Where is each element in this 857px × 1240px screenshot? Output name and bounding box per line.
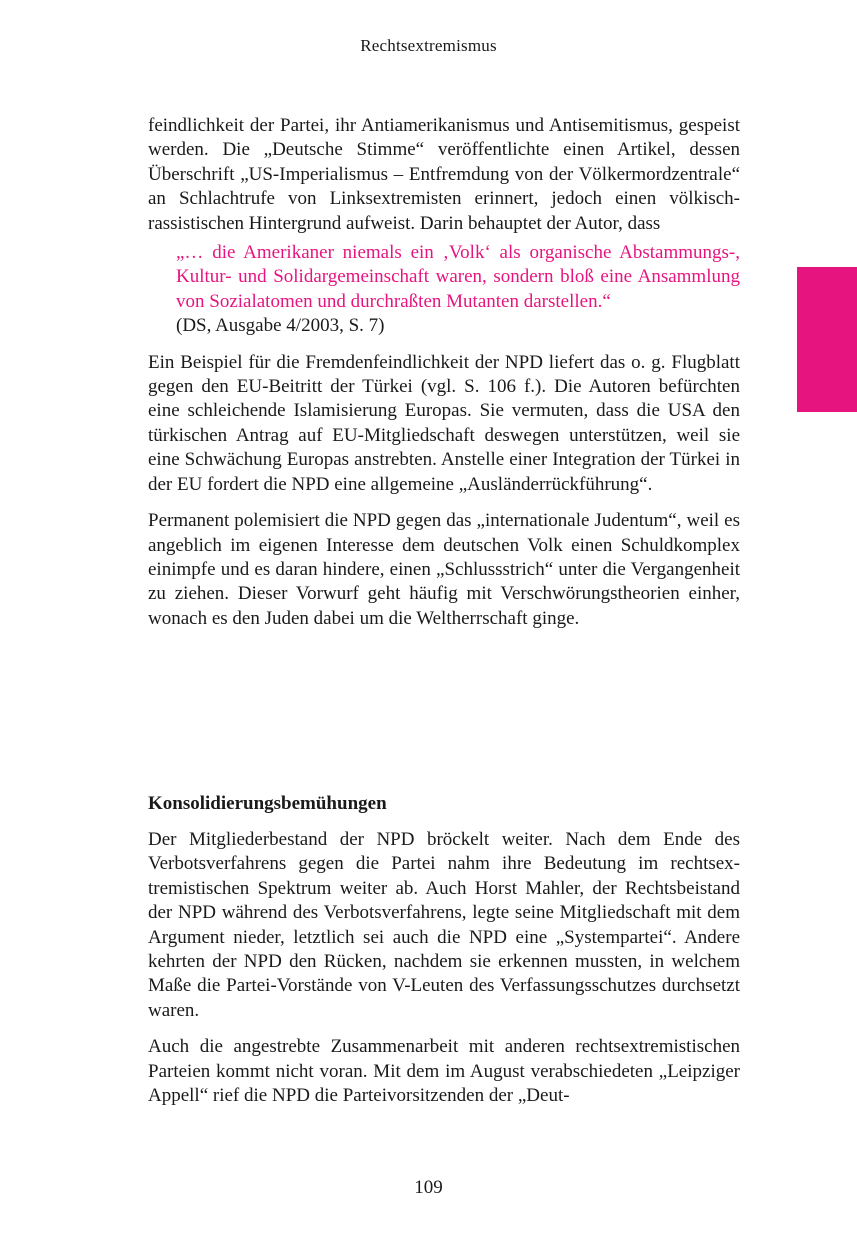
paragraph-fremdenfeindlichkeit: Ein Beispiel für die Fremdenfeindlichkeit der NPD liefert das o. g. Flugblatt gegen den EU-Beitritt der Türkei (vgl. S. 106 f.). Die Autoren befürchten eine schleichende Islamisierung Europas. Sie vermuten, dass die USA den türkischen Antrag auf EU-Mitgliedschaft deswegen unterstützen, weil sie eine Schwächung Europas anstrebten. Anstelle einer Integration der Türkei in der EU fordert die NPD eine allgemeine „Ausländerrückführung“. bbox=[148, 351, 740, 495]
paragraph-judentum: Permanent polemisiert die NPD gegen das „internationale Judentum“, weil es angeblich im eigenen Interesse dem deutschen Volk einen Schuldkomplex einimpfe und es daran hindere, einen „Schlussstrich“ unter die Vergangenheit zu ziehen. Dieser Vorwurf geht häufig mit Verschwörungstheorien einher, wonach es den Juden dabei um die Weltherrschaft ginge. bbox=[148, 510, 740, 629]
paragraph-mitgliederbestand: Der Mitgliederbestand der NPD bröckelt weiter. Nach dem Ende des Verbotsverfahrens gegen die Partei nahm ihre Bedeutung im rechtsextremistischen Spektrum weiter ab. Auch Horst Mahler, der Rechtsbeistand der NPD während des Verbotsverfahrens, legte seine Mitgliedschaft mit dem Argument nieder, letztlich sei auch die NPD eine „Systempartei“. Andere kehrten der NPD den Rücken, nachdem sie erkennen mussten, in welchem Maße die Partei-Vorstände von V-Leuten des Verfassungsschutzes durchsetzt waren. bbox=[148, 829, 740, 1021]
body-text-upper bbox=[148, 114, 740, 631]
body-text-lower bbox=[148, 828, 740, 1108]
running-header: Rechtsextremismus bbox=[360, 36, 497, 55]
page-number: 109 bbox=[414, 1177, 443, 1198]
paragraph-intro: feindlichkeit der Partei, ihr Antiamerikanismus und Antisemitismus, gespeist werden. Die „Deutsche Stimme“ veröffentlichte einen Artikel, dessen Überschrift „US-Imperialismus – Entfremdung von der Völkermordzentrale“ an Schlachtrufe von Linksextremisten erinnert, jedoch einen völkisch-rassistischen Hintergrund aufweist. Darin behauptet der Autor, dass bbox=[148, 115, 740, 234]
quote-source: (DS, Ausgabe 4/2003, S. 7) bbox=[176, 315, 385, 337]
section-heading: Konsolidierungsbemühungen bbox=[148, 793, 387, 814]
paragraph-zusammenarbeit: Auch die angestrebte Zusammenarbeit mit anderen rechtsextremistischen Parteien kommt nicht voran. Mit dem im August verabschiedeten „Leipziger Appell“ rief die NPD die Parteivorsitzenden der „Deut- bbox=[148, 1036, 740, 1107]
block-quote bbox=[176, 241, 740, 339]
section-marker-tab bbox=[797, 267, 857, 412]
quote-text: „… die Amerikaner niemals ein ‚Volk‘ als organische Abstammungs-, Kultur- und Solidargemeinschaft waren, sondern bloß eine Ansammlung von Sozialatomen und durchraßten Mutanten darstellen.“ bbox=[176, 242, 740, 312]
